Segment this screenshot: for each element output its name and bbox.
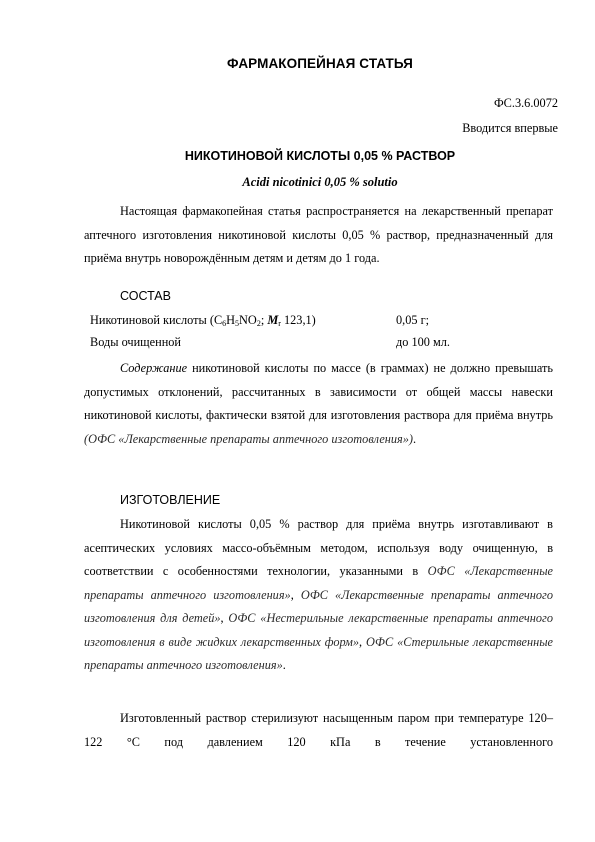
content-lead: Содержание <box>120 361 188 375</box>
status-note: Вводится впервые <box>462 121 558 135</box>
intro-text: Настоящая фармакопейная статья распространяется на лекарственный препарат аптечного изготовления никотиновой кислоты 0,05 % раствор, предназначенный для приёма внутрь новорождённым детям и детям до 1 года. <box>84 204 553 265</box>
manufacture-reference-2: ОФС «Лекарственные препараты аптечного изготовления для детей» <box>84 587 553 625</box>
composition-value-water: до 100 мл. <box>396 335 450 349</box>
composition-value-nicotinic-acid: 0,05 г; <box>396 313 430 327</box>
page-title: ФАРМАКОПЕЙНАЯ СТАТЬЯ <box>227 56 413 71</box>
monograph-code: ФС.3.6.0072 <box>493 96 558 110</box>
monograph-name: НИКОТИНОВОЙ КИСЛОТЫ 0,05 % РАСТВОР <box>184 149 456 163</box>
manufacture-text: Никотиновой кислоты 0,05 % раствор для приёма внутрь изготавливают в асептических условиях массо-объёмным методом, используя воду очищенную, в соответствии с особенностями технологии, указанными в <box>84 517 553 578</box>
manufacture-text-2: Изготовленный раствор стерилизуют насыщенным паром при температуре 120–122 °С под давлением 120 кПа в течение установленного <box>84 711 553 749</box>
intro-paragraph <box>84 200 553 271</box>
content-reference: (ОФС «Лекарственные препараты аптечного изготовления») <box>84 431 413 446</box>
content-body: никотиновой кислоты по массе (в граммах) не должно превышать допустимых отклонений, рассчитанных в зависимости от общей массы навески никотиновой кислоты, фактически взятой для изготовления раствора для приёма внутрь <box>84 361 553 422</box>
latin-name: Acidi nicotinici 0,05 % solutio <box>242 175 398 189</box>
composition-heading: СОСТАВ <box>120 289 171 303</box>
manufacture-paragraph-1: Никотиновой кислоты 0,05 % раствор для приёма внутрь изготавливают в асептических условиях массо-объёмным методом, используя воду очищенную, в соответствии с особенностями технологии, указанными в ОФС «Лекарственные препараты аптечного изготовления», ОФС «Лекарственные препараты аптечного изготовления для детей», ОФС «Нестерильные лекарственные препараты аптечного изготовления в виде жидких лекарственных форм», ОФС «Стерильные лекарственные препараты аптечного изготовления». <box>84 517 553 672</box>
manufacture-paragraph-2 <box>84 707 553 754</box>
manufacture-reference-1: ОФС «Лекарственные препараты аптечного изготовления» <box>84 564 553 602</box>
manufacture-reference-3: ОФС «Нестерильные лекарственные препараты аптечного изготовления в виде жидких лекарственных форм» <box>84 611 553 649</box>
content-paragraph: Содержание никотиновой кислоты по массе (в граммах) не должно превышать допустимых отклонений, рассчитанных в зависимости от общей массы навески никотиновой кислоты, фактически взятой для изготовления раствора для приёма внутрь (ОФС «Лекарственные препараты аптечного изготовления»). <box>84 361 553 446</box>
composition-row-nicotinic-acid: Никотиновой кислоты ($C_6H_5NO_2$; $M_r$ 123,1) <box>90 313 316 328</box>
manufacture-reference-4: ОФС «Стерильные лекарственные препараты аптечного изготовления» <box>84 634 553 672</box>
composition-row-water: Воды очищенной <box>90 335 182 349</box>
manufacture-heading: ИЗГОТОВЛЕНИЕ <box>120 493 221 507</box>
